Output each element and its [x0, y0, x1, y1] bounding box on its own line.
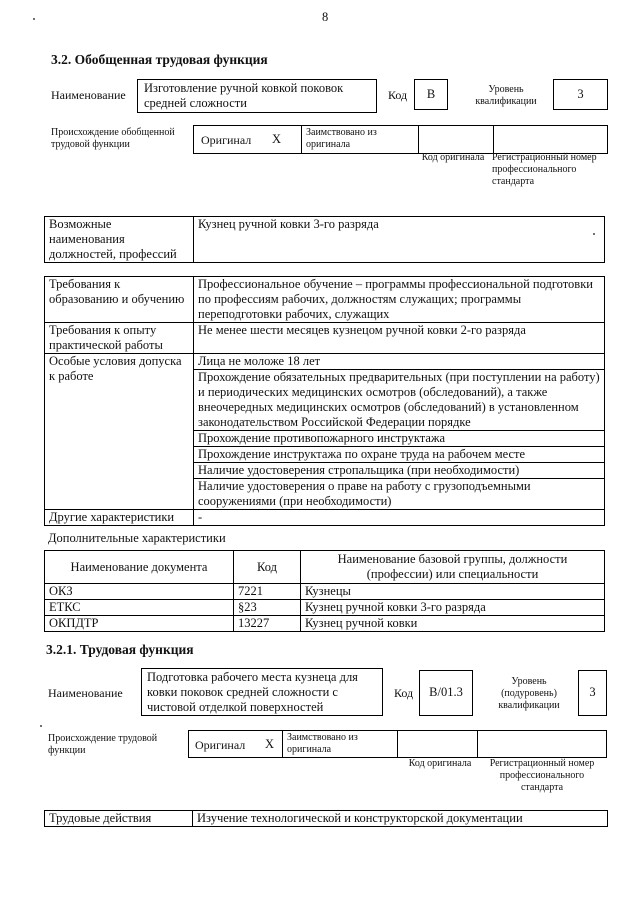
code-original-caption: Код оригинала	[421, 152, 485, 163]
additional-cell: Кузнец ручной ковки 3-го разряда	[301, 600, 605, 616]
tf-name-box	[141, 668, 383, 716]
edu-value: Профессиональное обучение – программы профессиональной подготовки по профессиям рабочих, должностям служащих; программы переподготовки рабочих, служащих	[194, 277, 605, 323]
reg-number-caption: Регистрационный номер профессионального стандарта	[492, 152, 597, 187]
additional-header: Код	[234, 551, 301, 584]
positions-table	[44, 216, 605, 263]
additional-cell: §23	[234, 600, 301, 616]
additional-header: Наименование документа	[45, 551, 234, 584]
tf-level-value: 3	[589, 685, 596, 699]
requirements-table	[44, 276, 605, 526]
tf-origin-label: Происхождение трудовой функции	[48, 733, 158, 756]
tf-level-label: Уровень (подуровень) квалификации	[498, 676, 560, 711]
code-label: Код	[388, 88, 408, 102]
page-number: 8	[322, 10, 329, 24]
tf-code-box	[419, 670, 473, 716]
additional-cell: 13227	[234, 616, 301, 632]
tf-code-label: Код	[394, 686, 414, 700]
original-label: Оригинал	[201, 133, 252, 147]
actions-table	[44, 810, 608, 827]
actions-value: Изучение технологической и конструкторской документации	[193, 811, 608, 827]
special-item: Наличие удостоверения о праве на работу с грузоподъемными сооружениями (при необходимости)	[194, 479, 605, 510]
tf-level-box	[578, 670, 607, 716]
special-item: Лица не моложе 18 лет	[194, 354, 605, 370]
special-item: Прохождение инструктажа по охране труда на рабочем месте	[194, 447, 605, 463]
special-label: Особые условия допуска к работе	[45, 354, 194, 510]
special-item: Прохождение обязательных предварительных (при поступлении на работу) и периодических медицинских осмотров (обследований), а также внеочередных медицинских осмотров (обследований) в установленном законодательством Российской Федерации порядке	[194, 370, 605, 431]
additional-cell: ОКЗ	[45, 584, 234, 600]
borrowed-label: Заимствовано из оригинала	[306, 127, 377, 150]
gtf-level-value: 3	[577, 87, 584, 101]
exp-value: Не менее шести месяцев кузнецом ручной ковки 2-го разряда	[194, 323, 605, 354]
additional-cell: ЕТКС	[45, 600, 234, 616]
edu-label: Требования к образованию и обучению	[45, 277, 194, 323]
gtf-code-value: В	[426, 87, 436, 101]
other-label: Другие характеристики	[45, 510, 194, 526]
gtf-code-box	[414, 79, 448, 110]
origin-label: Происхождение обобщенной трудовой функции	[51, 127, 175, 150]
other-value: -	[194, 510, 605, 526]
section-heading: 3.2. Обобщенная трудовая функция	[51, 52, 268, 67]
additional-cell: ОКПДТР	[45, 616, 234, 632]
gtf-name-value: Изготовление ручной ковкой поковок средней сложности	[144, 81, 344, 110]
tf-original-label: Оригинал	[195, 738, 246, 752]
original-mark: X	[272, 132, 282, 146]
additional-cell: Кузнец ручной ковки	[301, 616, 605, 632]
positions-value: Кузнец ручной ковки 3-го разряда	[194, 217, 605, 263]
special-item: Прохождение противопожарного инструктажа	[194, 431, 605, 447]
additional-cell: Кузнецы	[301, 584, 605, 600]
special-item: Наличие удостоверения стропальщика (при необходимости)	[194, 463, 605, 479]
gtf-name-box	[137, 79, 377, 113]
scan-speck	[33, 18, 35, 20]
tf-code-value: В/01.3	[429, 685, 463, 699]
tf-name-value: Подготовка рабочего места кузнеца для ковки поковок средней сложности с чистовой отделкой поверхностей	[147, 670, 358, 714]
additional-cell: 7221	[234, 584, 301, 600]
tf-reg-number-caption: Регистрационный номер профессионального стандарта	[489, 758, 595, 793]
scan-speck	[40, 725, 42, 727]
tf-code-original-caption: Код оригинала	[408, 758, 472, 769]
gtf-level-box	[553, 79, 608, 110]
tf-name-label: Наименование	[48, 686, 123, 700]
exp-label: Требования к опыту практической работы	[45, 323, 194, 354]
level-label: Уровень квалификации	[475, 84, 537, 107]
origin-table	[193, 125, 608, 154]
name-label: Наименование	[51, 88, 126, 102]
additional-header: Наименование базовой группы, должности (профессии) или специальности	[301, 551, 605, 584]
additional-table	[44, 550, 605, 632]
tf-original-mark: X	[265, 737, 275, 751]
actions-label: Трудовые действия	[45, 811, 193, 827]
additional-heading: Дополнительные характеристики	[48, 531, 226, 545]
tf-origin-table	[188, 730, 607, 758]
tf-borrowed-label: Заимствовано из оригинала	[287, 732, 358, 755]
subsection-heading: 3.2.1. Трудовая функция	[46, 642, 194, 657]
positions-label: Возможные наименования должностей, профессий	[45, 217, 194, 263]
